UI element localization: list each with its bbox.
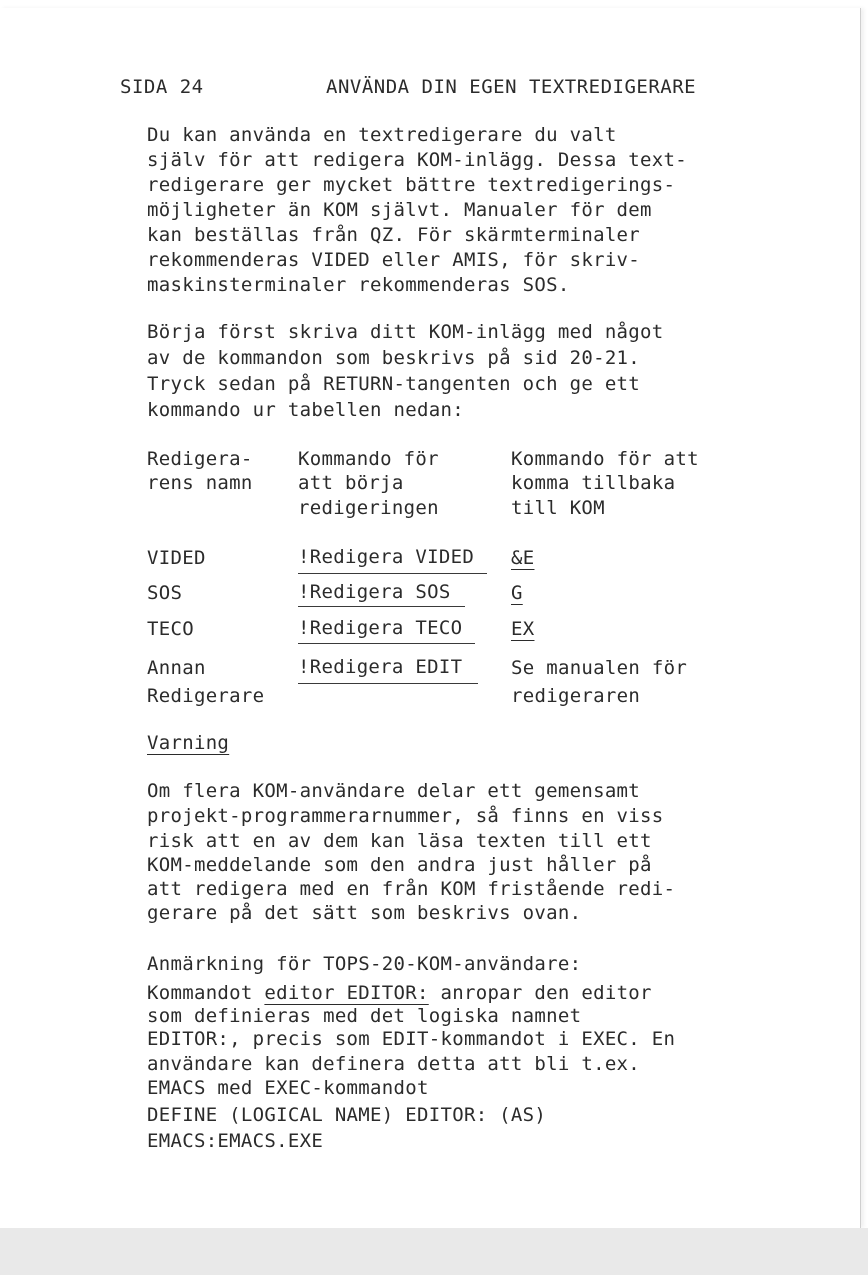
page-title: ANVÄNDA DIN EGEN TEXTREDIGERARE [326, 76, 697, 98]
text-line: att redigera med en från KOM fristående redi- [147, 878, 676, 900]
text-line: möjligheter än KOM självt. Manualer för dem [147, 199, 652, 221]
text-line: rekommenderas VIDED eller AMIS, för skriv- [147, 249, 641, 271]
return-command: G [511, 582, 523, 604]
text-line: projekt-programmerarnummer, så finns en viss [147, 805, 664, 827]
text-line: DEFINE (LOGICAL NAME) EDITOR: (AS) [147, 1104, 547, 1126]
scan-background [0, 1228, 868, 1275]
command-underline [298, 643, 475, 644]
text-line: EDITOR:, precis som EDIT-kommandot i EXEC. En [147, 1028, 676, 1050]
command-underline [298, 606, 465, 607]
text-line: av de kommandon som beskrivs på sid 20-21. [147, 347, 641, 369]
text-line: maskinsterminaler rekommenderas SOS. [147, 274, 570, 296]
text-span: Kommandot [147, 982, 265, 1004]
start-command: !Redigera TECO [298, 617, 463, 639]
table-header-editor-name: rens namn [147, 472, 253, 494]
text-line: EMACS med EXEC-kommandot [147, 1077, 429, 1099]
return-command: &E [511, 547, 535, 569]
editor-name: VIDED [147, 547, 206, 569]
editor-command: editor EDITOR: [264, 982, 429, 1004]
editor-name: Redigerare [147, 685, 265, 707]
text-line: gerare på det sätt som beskrivs ovan. [147, 902, 582, 924]
command-underline [298, 683, 478, 684]
editor-name: SOS [147, 582, 183, 604]
table-header-return-command: Kommando för att [511, 448, 699, 470]
start-command: !Redigera VIDED [298, 546, 475, 568]
text-line: kan beställas från QZ. För skärmterminaler [147, 224, 641, 246]
return-command: redigeraren [511, 685, 641, 707]
text-line: Om flera KOM-användare delar ett gemensamt [147, 780, 641, 802]
start-command: !Redigera EDIT [298, 656, 463, 678]
note-heading: Anmärkning för TOPS-20-KOM-användare: [147, 953, 582, 975]
text-line: KOM-meddelande som den andra just håller på [147, 854, 652, 876]
table-header-return-command: komma tillbaka [511, 472, 676, 494]
text-line: EMACS:EMACS.EXE [147, 1130, 324, 1152]
text-line: användare kan definera detta att bli t.ex. [147, 1053, 641, 1075]
text-line: som definieras med det logiska namnet [147, 1005, 582, 1027]
return-command: Se manualen för [511, 657, 688, 679]
editor-name: TECO [147, 618, 194, 640]
table-header-start-command: redigeringen [298, 497, 439, 519]
return-command: EX [511, 618, 535, 640]
editor-name: Annan [147, 657, 206, 679]
text-line: själv för att redigera KOM-inlägg. Dessa text- [147, 149, 687, 171]
text-line: Börja först skriva ditt KOM-inlägg med något [147, 321, 664, 343]
text-line: Tryck sedan på RETURN-tangenten och ge ett [147, 373, 641, 395]
text-line: Du kan använda en textredigerare du valt [147, 124, 617, 146]
warning-heading: Varning [147, 732, 230, 754]
page-number: SIDA 24 [120, 76, 204, 98]
start-command: !Redigera SOS [298, 581, 451, 603]
text-line: redigerare ger mycket bättre textredigerings- [147, 174, 676, 196]
text-span: anropar den editor [428, 982, 652, 1004]
text-line [147, 981, 652, 1006]
command-underline [298, 573, 487, 574]
table-header-return-command: till KOM [511, 497, 605, 519]
table-header-editor-name: Redigera- [147, 448, 253, 470]
text-line: risk att en av dem kan läsa texten till ett [147, 830, 652, 852]
text-line: kommando ur tabellen nedan: [147, 399, 464, 421]
table-header-start-command: att börja [298, 472, 404, 494]
table-header-start-command: Kommando för [298, 448, 439, 470]
